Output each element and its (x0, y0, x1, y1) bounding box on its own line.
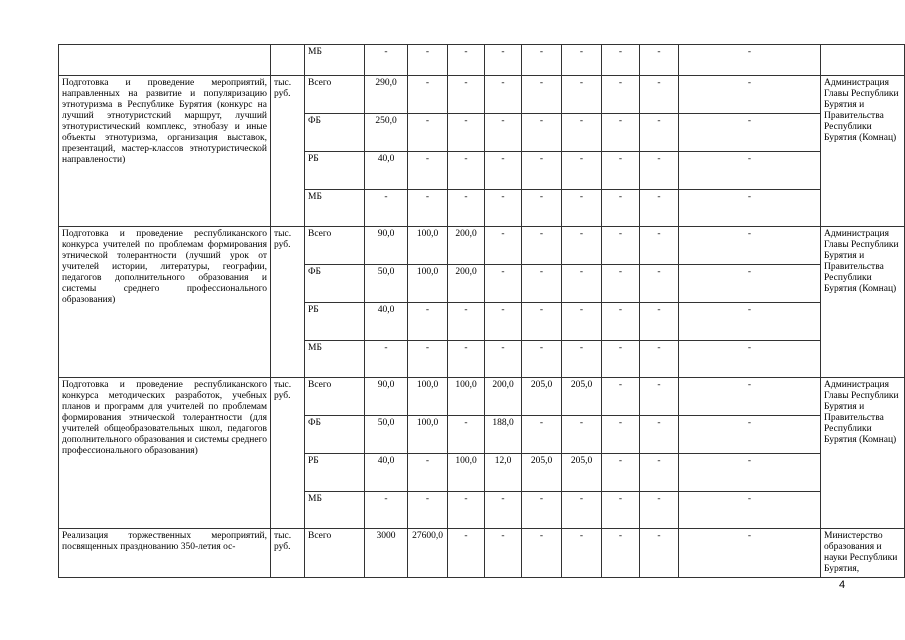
amount-cell: - (602, 190, 640, 227)
funding-source-label: МБ (305, 45, 365, 76)
amount-cell: - (679, 378, 821, 416)
amount-cell: - (562, 416, 602, 454)
amount-cell: - (448, 303, 485, 341)
amount-cell: - (562, 265, 602, 303)
amount-cell: - (679, 492, 821, 529)
amount-cell: - (522, 45, 562, 76)
amount-cell: - (485, 303, 522, 341)
funding-source-label: МБ (305, 341, 365, 378)
amount-cell: - (640, 416, 679, 454)
amount-cell: 100,0 (408, 378, 448, 416)
amount-cell: - (562, 492, 602, 529)
amount-cell: - (602, 114, 640, 152)
activity-description: Подготовка и проведение республиканского конкурса учителей по проблемам формирования этнической толерантности (лучший урок от учителей истории, литературы, географии, педагогов дополнительного образования и системы среднего профессионального образования) (59, 227, 271, 378)
amount-cell: - (408, 454, 448, 492)
amount-cell: 205,0 (522, 454, 562, 492)
amount-cell: - (408, 190, 448, 227)
amount-cell: - (640, 76, 679, 114)
table-row (59, 378, 905, 416)
amount-cell: - (679, 45, 821, 76)
funding-source-label: ФБ (305, 114, 365, 152)
activity-description: Подготовка и проведение республиканского конкурса методических разработок, учебных планов и программ для учителей по проблемам формирования этнической толерантности (для учителей общеобразовательных школ, педагогов дополнительного образования и системы среднего профессионального образования) (59, 378, 271, 529)
funding-source-label: РБ (305, 303, 365, 341)
amount-cell: - (602, 76, 640, 114)
amount-cell: - (640, 492, 679, 529)
amount-cell: 200,0 (448, 227, 485, 265)
amount-cell: - (365, 190, 408, 227)
amount-cell: - (448, 152, 485, 190)
amount-cell: - (365, 341, 408, 378)
amount-cell: - (562, 45, 602, 76)
amount-cell: - (562, 152, 602, 190)
amount-cell: - (640, 114, 679, 152)
amount-cell: - (640, 341, 679, 378)
amount-cell: - (640, 378, 679, 416)
amount-cell: - (602, 303, 640, 341)
amount-cell: - (602, 378, 640, 416)
amount-cell: - (448, 416, 485, 454)
amount-cell: 290,0 (365, 76, 408, 114)
amount-cell: - (562, 190, 602, 227)
responsible-executor: Администрация Главы Республики Бурятия и Правительства Республики Бурятия (Комнац) (821, 76, 905, 227)
amount-cell: - (485, 492, 522, 529)
amount-cell: - (485, 265, 522, 303)
amount-cell: - (679, 152, 821, 190)
amount-cell: 90,0 (365, 378, 408, 416)
activity-description: Подготовка и проведение мероприятий, направленных на развитие и популяризацию этнотуризма в Республике Бурятия (конкурс на лучший этнотуристский маршрут, лучший этнотуристический комплекс, этнобазу и иные объекты этнотуризма, организация выставок, презентаций, мастер-классов этнотуристической направлености) (59, 76, 271, 227)
amount-cell: - (679, 114, 821, 152)
amount-cell: - (562, 529, 602, 578)
amount-cell: - (485, 341, 522, 378)
amount-cell: - (562, 114, 602, 152)
amount-cell: 100,0 (408, 265, 448, 303)
funding-source-label: ФБ (305, 265, 365, 303)
amount-cell: - (522, 190, 562, 227)
amount-cell: 205,0 (562, 378, 602, 416)
table-body (59, 45, 905, 578)
amount-cell: - (562, 303, 602, 341)
funding-source-label: Всего (305, 76, 365, 114)
table-row (59, 529, 905, 578)
amount-cell: - (448, 45, 485, 76)
responsible-executor: Администрация Главы Республики Бурятия и Правительства Республики Бурятия (Комнац) (821, 227, 905, 378)
activity-description: Реализация торжественных мероприятий, посвященных празднованию 350-летия ос- (59, 529, 271, 578)
amount-cell: - (485, 190, 522, 227)
table-row (59, 76, 905, 114)
amount-cell: - (408, 76, 448, 114)
amount-cell: - (522, 492, 562, 529)
amount-cell: - (485, 45, 522, 76)
amount-cell: - (365, 492, 408, 529)
amount-cell: 12,0 (485, 454, 522, 492)
amount-cell: - (522, 416, 562, 454)
responsible-executor: Администрация Главы Республики Бурятия и Правительства Республики Бурятия (Комнац) (821, 378, 905, 529)
amount-cell: - (640, 190, 679, 227)
amount-cell: - (522, 114, 562, 152)
amount-cell: - (679, 227, 821, 265)
amount-cell: - (408, 303, 448, 341)
amount-cell: - (448, 114, 485, 152)
amount-cell: - (448, 341, 485, 378)
amount-cell: - (602, 341, 640, 378)
amount-cell: - (640, 152, 679, 190)
funding-source-label: Всего (305, 378, 365, 416)
unit-cell: тыс. руб. (271, 76, 305, 227)
amount-cell: - (522, 152, 562, 190)
amount-cell: - (408, 152, 448, 190)
amount-cell: - (448, 492, 485, 529)
amount-cell: 40,0 (365, 303, 408, 341)
amount-cell: - (602, 265, 640, 303)
funding-source-label: РБ (305, 152, 365, 190)
amount-cell: - (679, 454, 821, 492)
page-number: 4 (839, 579, 846, 591)
amount-cell: - (679, 416, 821, 454)
amount-cell: 100,0 (408, 227, 448, 265)
amount-cell: 27600,0 (408, 529, 448, 578)
amount-cell: - (485, 227, 522, 265)
amount-cell: 100,0 (408, 416, 448, 454)
amount-cell: - (522, 341, 562, 378)
funding-source-label: Всего (305, 227, 365, 265)
amount-cell: - (522, 227, 562, 265)
amount-cell: - (602, 45, 640, 76)
funding-source-label: РБ (305, 454, 365, 492)
amount-cell: - (408, 114, 448, 152)
amount-cell: - (640, 45, 679, 76)
amount-cell: - (679, 265, 821, 303)
unit-cell: тыс. руб. (271, 378, 305, 529)
funding-source-label: ФБ (305, 416, 365, 454)
amount-cell: - (602, 227, 640, 265)
amount-cell: - (679, 341, 821, 378)
amount-cell: - (602, 529, 640, 578)
amount-cell: 200,0 (448, 265, 485, 303)
amount-cell: - (485, 152, 522, 190)
amount-cell: - (485, 529, 522, 578)
amount-cell: - (448, 76, 485, 114)
amount-cell: - (640, 227, 679, 265)
amount-cell: 50,0 (365, 265, 408, 303)
unit-cell: тыс. руб. (271, 227, 305, 378)
unit-cell (271, 45, 305, 76)
amount-cell: - (485, 114, 522, 152)
amount-cell: - (640, 454, 679, 492)
amount-cell: 100,0 (448, 454, 485, 492)
activity-description (59, 45, 271, 76)
budget-table (58, 44, 905, 578)
amount-cell: - (602, 454, 640, 492)
amount-cell: - (408, 492, 448, 529)
amount-cell: - (562, 76, 602, 114)
amount-cell: - (522, 303, 562, 341)
amount-cell: - (522, 76, 562, 114)
amount-cell: - (640, 265, 679, 303)
amount-cell: - (562, 227, 602, 265)
amount-cell: 250,0 (365, 114, 408, 152)
amount-cell: 90,0 (365, 227, 408, 265)
responsible-executor: Министерство образования и науки Республики Бурятия, (821, 529, 905, 578)
amount-cell: - (679, 303, 821, 341)
table-row (59, 227, 905, 265)
amount-cell: - (522, 265, 562, 303)
amount-cell: - (448, 529, 485, 578)
unit-cell: тыс. руб. (271, 529, 305, 578)
amount-cell: - (485, 76, 522, 114)
amount-cell: - (408, 341, 448, 378)
amount-cell: 40,0 (365, 454, 408, 492)
funding-source-label: МБ (305, 190, 365, 227)
amount-cell: 188,0 (485, 416, 522, 454)
amount-cell: 200,0 (485, 378, 522, 416)
amount-cell: 205,0 (562, 454, 602, 492)
amount-cell: - (365, 45, 408, 76)
amount-cell: - (679, 529, 821, 578)
amount-cell: - (602, 416, 640, 454)
amount-cell: - (408, 45, 448, 76)
amount-cell: - (679, 190, 821, 227)
amount-cell: 100,0 (448, 378, 485, 416)
amount-cell: - (448, 190, 485, 227)
amount-cell: - (679, 76, 821, 114)
amount-cell: - (602, 492, 640, 529)
amount-cell: 40,0 (365, 152, 408, 190)
responsible-executor (821, 45, 905, 76)
funding-source-label: МБ (305, 492, 365, 529)
amount-cell: - (562, 341, 602, 378)
amount-cell: 50,0 (365, 416, 408, 454)
amount-cell: - (640, 529, 679, 578)
table-row (59, 45, 905, 76)
funding-source-label: Всего (305, 529, 365, 578)
amount-cell: - (640, 303, 679, 341)
amount-cell: - (602, 152, 640, 190)
amount-cell: 205,0 (522, 378, 562, 416)
amount-cell: - (522, 529, 562, 578)
amount-cell: 3000 (365, 529, 408, 578)
